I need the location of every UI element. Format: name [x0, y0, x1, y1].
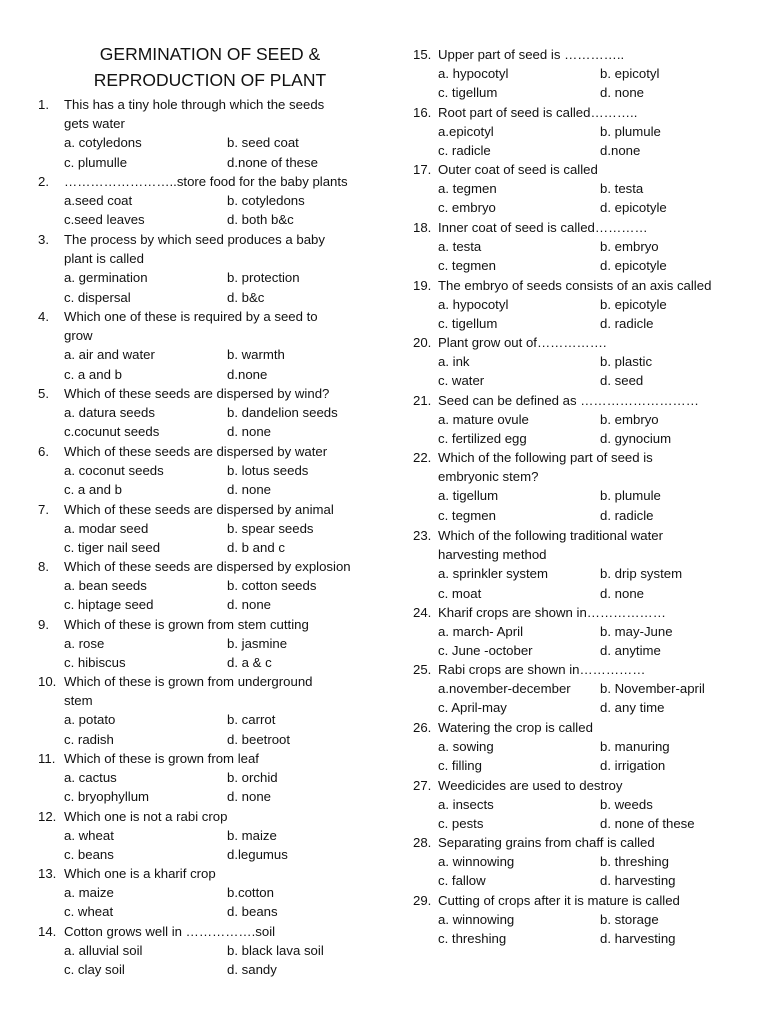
question-number: 19.	[413, 278, 432, 293]
question-text: Seed can be defined as ………………………	[438, 393, 699, 408]
option-d: d. a & c	[227, 655, 272, 671]
option-a: a. maize	[64, 885, 114, 901]
option-b: b. storage	[600, 912, 659, 928]
option-a: a. hypocotyl	[438, 66, 509, 82]
question-number: 9.	[38, 617, 49, 632]
question-number: 25.	[413, 662, 432, 677]
option-a: a. hypocotyl	[438, 297, 509, 313]
question-text: Weedicides are used to destroy	[438, 778, 623, 793]
question-text: Which of these is grown from underground	[64, 674, 313, 689]
option-b: b. cotton seeds	[227, 578, 317, 594]
question-text: Which of these seeds are dispersed by explosion	[64, 559, 351, 574]
option-a: a.epicotyl	[438, 124, 494, 140]
option-a: a. tigellum	[438, 488, 499, 504]
option-b: b. seed coat	[227, 135, 299, 151]
option-b: b. maize	[227, 828, 277, 844]
option-d: d. none	[227, 482, 271, 498]
option-d: d. none	[600, 85, 644, 101]
option-d: d. radicle	[600, 316, 654, 332]
option-c: c. tegmen	[438, 258, 496, 274]
option-d: d. harvesting	[600, 873, 676, 889]
question-text: Inner coat of seed is called…………	[438, 220, 648, 235]
option-d: d. anytime	[600, 643, 661, 659]
question-text: Cotton grows well in …………….soil	[64, 924, 276, 939]
option-a: a. modar seed	[64, 521, 149, 537]
option-a: a. winnowing	[438, 912, 515, 928]
option-d: d. both b&c	[227, 212, 294, 228]
question-text: stem	[64, 693, 93, 709]
question-text: Which one is not a rabi crop	[64, 809, 228, 824]
option-c: c. tigellum	[438, 316, 498, 332]
option-b: b. black lava soil	[227, 943, 324, 959]
option-c: c. a and b	[64, 482, 122, 498]
option-c: c. radish	[64, 731, 114, 747]
question-text: Root part of seed is called………..	[438, 105, 638, 120]
question-number: 13.	[38, 866, 57, 881]
question-number: 17.	[413, 162, 432, 177]
option-d: d.legumus	[227, 847, 288, 863]
question-number: 29.	[413, 893, 432, 908]
option-d: d. any time	[600, 700, 665, 716]
question-number: 10.	[38, 674, 57, 689]
question-number: 28.	[413, 835, 432, 850]
option-b: b. plumule	[600, 488, 661, 504]
option-c: c. plumulle	[64, 154, 128, 170]
question-number: 4.	[38, 309, 49, 324]
question-text: Which one of these is required by a seed to	[64, 309, 318, 324]
question-number: 14.	[38, 924, 57, 939]
option-d: d. irrigation	[600, 758, 666, 774]
worksheet-title-line2: REPRODUCTION OF PLANT	[93, 70, 327, 90]
question-text: Which of the following traditional water	[438, 528, 664, 543]
question-number: 27.	[413, 778, 432, 793]
question-text: Which of these is grown from stem cutting	[64, 617, 309, 632]
option-a: a. sprinkler system	[438, 566, 548, 582]
option-b: b.cotton	[227, 885, 274, 901]
option-a: a. ink	[438, 354, 470, 370]
option-b: b. weeds	[600, 797, 653, 813]
question-text: harvesting method	[438, 547, 547, 563]
option-c: c.cocunut seeds	[64, 424, 160, 440]
option-a: a. wheat	[64, 828, 114, 844]
option-c: c. clay soil	[64, 962, 125, 978]
option-a: a. mature ovule	[438, 412, 529, 428]
option-c: c. bryophyllum	[64, 789, 150, 805]
question-number: 18.	[413, 220, 432, 235]
question-number: 26.	[413, 720, 432, 735]
option-c: c. tiger nail seed	[64, 540, 161, 556]
option-d: d. b&c	[227, 289, 265, 305]
option-b: b. plumule	[600, 124, 661, 140]
option-d: d. none	[227, 597, 271, 613]
question-text: The embryo of seeds consists of an axis called	[438, 278, 712, 293]
question-number: 22.	[413, 450, 432, 465]
option-c: c. fallow	[438, 873, 486, 889]
option-a: a. air and water	[64, 347, 155, 363]
question-number: 6.	[38, 444, 49, 459]
option-d: d. beetroot	[227, 731, 291, 747]
option-d: d. beans	[227, 904, 278, 920]
option-b: b. dandelion seeds	[227, 405, 338, 421]
option-b: b. manuring	[600, 739, 670, 755]
option-d: d. none	[227, 789, 271, 805]
option-c: c. wheat	[64, 904, 114, 920]
question-text: grow	[64, 328, 93, 344]
option-c: c. dispersal	[64, 289, 131, 305]
question-text: Kharif crops are shown in………………	[438, 605, 666, 620]
option-b: b. spear seeds	[227, 521, 314, 537]
option-c: c. pests	[438, 816, 484, 832]
question-text: Outer coat of seed is called	[438, 162, 598, 177]
option-d: d.none of these	[227, 154, 318, 170]
option-a: a. coconut seeds	[64, 463, 164, 479]
question-text: Which one is a kharif crop	[64, 866, 216, 881]
question-text: Which of these seeds are dispersed by wind?	[64, 386, 330, 401]
option-a: a. potato	[64, 712, 116, 728]
question-text: Which of these seeds are dispersed by animal	[64, 502, 334, 517]
option-c: c. hiptage seed	[64, 597, 154, 613]
question-number: 20.	[413, 335, 432, 350]
question-number: 5.	[38, 386, 49, 401]
option-a: a. datura seeds	[64, 405, 155, 421]
question-number: 24.	[413, 605, 432, 620]
option-c: c. embryo	[438, 200, 496, 216]
option-d: d.none	[600, 143, 641, 159]
option-b: b. epicotyl	[600, 66, 660, 82]
option-a: a.seed coat	[64, 193, 133, 209]
option-b: b. plastic	[600, 354, 653, 370]
question-number: 23.	[413, 528, 432, 543]
question-text: gets water	[64, 116, 125, 132]
option-d: d. none	[227, 424, 271, 440]
question-number: 2.	[38, 174, 49, 189]
option-d: d. radicle	[600, 507, 654, 523]
option-b: b. jasmine	[227, 636, 288, 652]
question-number: 12.	[38, 809, 57, 824]
option-a: a. winnowing	[438, 854, 515, 870]
question-number: 21.	[413, 393, 432, 408]
option-d: d. b and c	[227, 540, 285, 556]
option-a: a. germination	[64, 270, 148, 286]
option-c: c. hibiscus	[64, 655, 126, 671]
option-b: b. lotus seeds	[227, 463, 309, 479]
question-number: 3.	[38, 232, 49, 247]
option-c: c. threshing	[438, 931, 507, 947]
question-text: Rabi crops are shown in……………	[438, 662, 646, 677]
worksheet-title-line1: GERMINATION OF SEED &	[99, 44, 321, 64]
option-c: c. moat	[438, 585, 482, 601]
option-d: d. none of these	[600, 816, 695, 832]
option-c: c. beans	[64, 847, 114, 863]
option-a: a. alluvial soil	[64, 943, 143, 959]
option-b: b. cotyledons	[227, 193, 305, 209]
option-d: d. epicotyle	[600, 258, 667, 274]
option-c: c. water	[438, 373, 485, 389]
option-b: b. embryo	[600, 412, 659, 428]
option-a: a. march- April	[438, 624, 524, 640]
option-a: a.november-december	[438, 681, 571, 697]
option-d: d. harvesting	[600, 931, 676, 947]
option-a: a. tegmen	[438, 181, 497, 197]
option-b: b. November-april	[600, 681, 705, 697]
option-d: d. none	[600, 585, 644, 601]
question-number: 15.	[413, 47, 432, 62]
option-d: d. sandy	[227, 962, 277, 978]
question-text: The process by which seed produces a baby	[64, 232, 325, 247]
question-text: Upper part of seed is …………..	[438, 47, 625, 62]
option-c: c.seed leaves	[64, 212, 145, 228]
question-text: Which of the following part of seed is	[438, 450, 653, 465]
question-number: 16.	[413, 105, 432, 120]
option-a: a. rose	[64, 636, 105, 652]
option-a: a. cotyledons	[64, 135, 142, 151]
question-text: embryonic stem?	[438, 469, 539, 485]
question-number: 8.	[38, 559, 49, 574]
question-text: Cutting of crops after it is mature is called	[438, 893, 680, 908]
question-number: 11.	[38, 751, 56, 766]
option-b: b. may-June	[600, 624, 673, 640]
option-c: c. tigellum	[438, 85, 498, 101]
option-b: b. warmth	[227, 347, 285, 363]
question-text: ……………………..store food for the baby plants	[64, 174, 348, 189]
question-text: Watering the crop is called	[438, 720, 593, 735]
option-a: a. cactus	[64, 770, 117, 786]
option-c: c. filling	[438, 758, 482, 774]
option-d: d.none	[227, 366, 268, 382]
option-c: c. radicle	[438, 143, 491, 159]
question-text: Plant grow out of…………….	[438, 335, 607, 350]
option-c: c. fertilized egg	[438, 431, 527, 447]
option-b: b. embryo	[600, 239, 659, 255]
option-b: b. protection	[227, 270, 300, 286]
option-c: c. a and b	[64, 366, 122, 382]
question-text: This has a tiny hole through which the seeds	[64, 97, 325, 112]
question-text: Which of these is grown from leaf	[64, 751, 259, 766]
option-d: d. epicotyle	[600, 200, 667, 216]
option-a: a. testa	[438, 239, 482, 255]
option-d: d. gynocium	[600, 431, 672, 447]
question-text: Which of these seeds are dispersed by water	[64, 444, 328, 459]
option-d: d. seed	[600, 373, 644, 389]
option-b: b. epicotyle	[600, 297, 667, 313]
option-c: c. April-may	[438, 700, 507, 716]
option-b: b. threshing	[600, 854, 669, 870]
question-number: 1.	[38, 97, 49, 112]
option-c: c. June -october	[438, 643, 533, 659]
option-c: c. tegmen	[438, 507, 496, 523]
question-number: 7.	[38, 502, 49, 517]
option-b: b. orchid	[227, 770, 278, 786]
option-a: a. sowing	[438, 739, 494, 755]
option-a: a. insects	[438, 797, 494, 813]
option-a: a. bean seeds	[64, 578, 147, 594]
option-b: b. drip system	[600, 566, 683, 582]
option-b: b. carrot	[227, 712, 276, 728]
option-b: b. testa	[600, 181, 644, 197]
question-text: plant is called	[64, 251, 144, 267]
question-text: Separating grains from chaff is called	[438, 835, 655, 850]
